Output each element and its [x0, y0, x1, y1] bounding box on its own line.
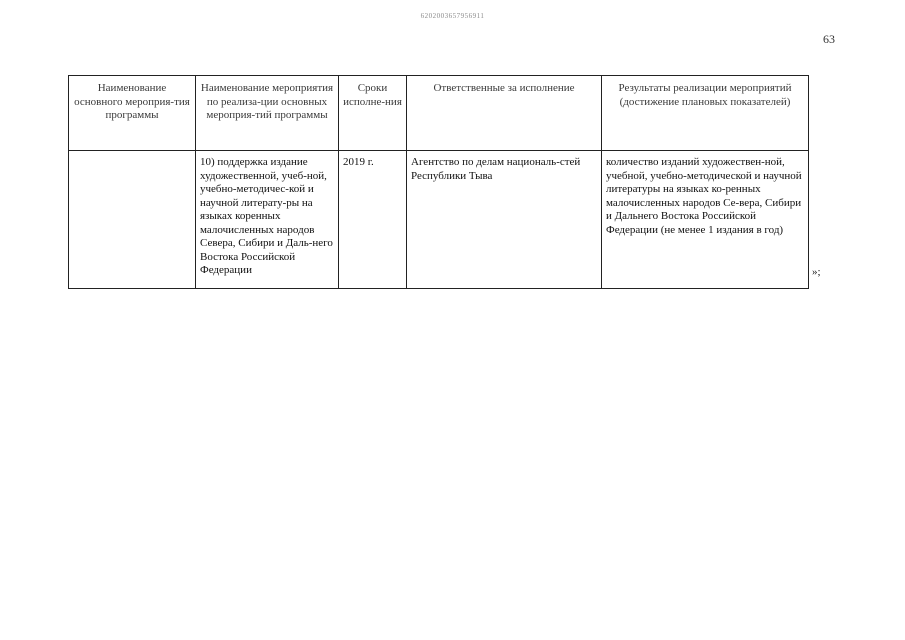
program-events-table [68, 75, 809, 289]
column-header-event: Наименование мероприятия по реализа-ции основных мероприя-тий программы [196, 76, 339, 151]
cell-deadline: 2019 г. [339, 151, 407, 289]
cell-event: 10) поддержка издание художественной, учеб-ной, учебно-методичес-кой и научной литерату-ры на языках коренных малочисленных народов Севера, Сибири и Даль-него Востока Российской Федерации [196, 151, 339, 289]
document-id: 6202003657956911 [420, 12, 485, 20]
closing-quote-mark: »; [812, 266, 821, 278]
cell-result: количество изданий художествен-ной, учебной, учебно-методической и научной литературы на языках ко-ренных малочисленных народов Се-вера, Сибири и Дальнего Востока Российской Федерации (не менее 1 издания в год) [602, 151, 809, 289]
table-row [69, 151, 809, 289]
cell-main-event [69, 151, 196, 289]
column-header-deadline: Сроки исполне-ния [339, 76, 407, 151]
column-header-responsible: Ответственные за исполнение [407, 76, 602, 151]
page-number: 63 [823, 32, 835, 46]
table-header-row [69, 76, 809, 151]
column-header-result: Результаты реализации мероприятий (достижение плановых показателей) [602, 76, 809, 151]
column-header-main-event: Наименование основного мероприя-тия программы [69, 76, 196, 151]
cell-responsible: Агентство по делам националь-стей Республики Тыва [407, 151, 602, 289]
